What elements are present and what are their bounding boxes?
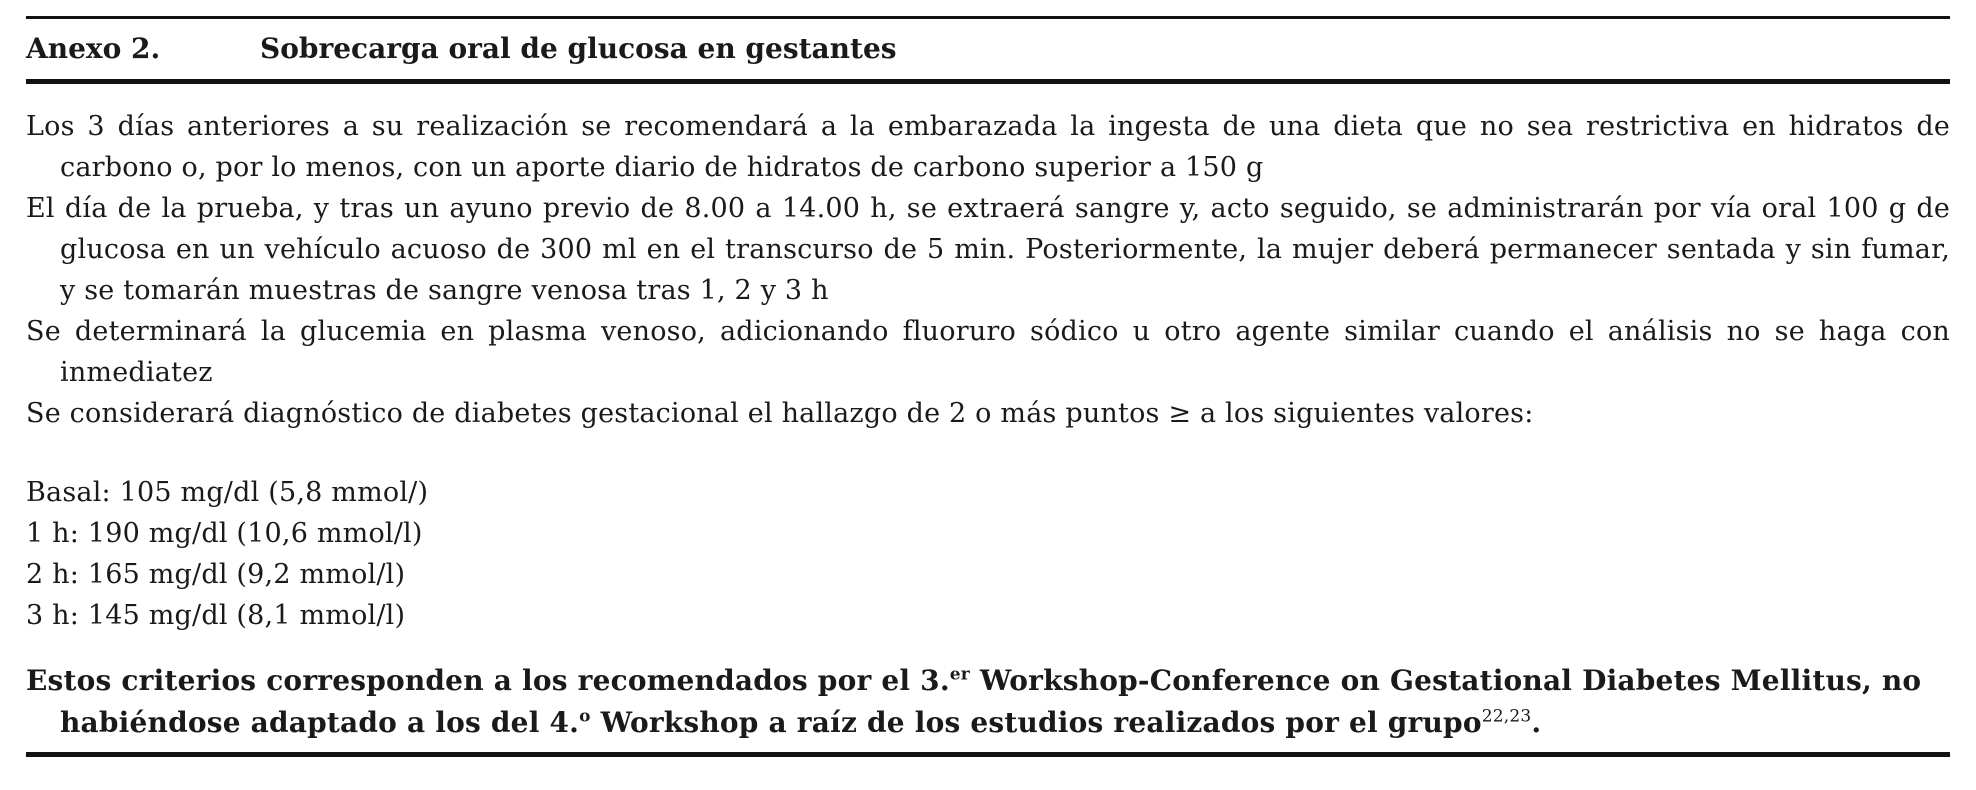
annex-box (26, 14, 1950, 757)
paragraph-test-day: El día de la prueba, y tras un ayuno previo de 8.00 a 14.00 h, se extraerá sangre y, acto seguido, se administrarán por vía oral 100 g de glucosa en un vehículo acuoso de 300 ml en el transcurso de 5 min. Posteriormente, la mujer deberá permanecer sentada y sin fumar, y se tomarán muestras de sangre venosa tras 1, 2 y 3 h (26, 193, 1950, 306)
note-references: 22,23 (1481, 706, 1532, 727)
criteria-note (26, 660, 1950, 744)
annex-label: Anexo 2. (26, 32, 161, 65)
note-end: . (1531, 706, 1542, 739)
note-sup-er: er (949, 664, 970, 685)
heading-rule (26, 79, 1950, 84)
value-1h: 1 h: 190 mg/dl (10,6 mmol/l) (26, 518, 423, 549)
note-part-3: Workshop a raíz de los estudios realizados por el grupo (590, 706, 1482, 739)
note-part-1: Estos criterios corresponden a los recomendados por el 3. (26, 664, 950, 697)
paragraph-diet: Los 3 días anteriores a su realización se recomendará a la embarazada la ingesta de una dieta que no sea restrictiva en hidratos de carbono o, por lo menos, con un aporte diario de hidratos de carbono superior a 150 g (26, 111, 1950, 183)
annex-title: Sobrecarga oral de glucosa en gestantes (260, 32, 897, 65)
paragraph-glycemia: Se determinará la glucemia en plasma venoso, adicionando fluoruro sódico u otro agente similar cuando el análisis no se haga con inmediatez (26, 316, 1950, 388)
paragraph-diagnosis: Se considerará diagnóstico de diabetes gestacional el hallazgo de 2 o más puntos ≥ a los siguientes valores: (26, 398, 1534, 429)
note-sup-o: o (579, 706, 591, 727)
value-basal: Basal: 105 mg/dl (5,8 mmol/) (26, 477, 429, 508)
spacer (26, 434, 1950, 472)
threshold-values-list (26, 472, 1950, 636)
value-2h: 2 h: 165 mg/dl (9,2 mmol/l) (26, 559, 406, 590)
value-3h: 3 h: 145 mg/dl (8,1 mmol/l) (26, 600, 406, 631)
annex-heading (26, 19, 1950, 79)
note-part-2: Workshop-Conference on Gestational Diabetes Mellitus, no habiéndose adaptado a los del 4. (60, 664, 1922, 739)
bottom-rule (26, 752, 1950, 757)
annex-body (26, 106, 1950, 744)
